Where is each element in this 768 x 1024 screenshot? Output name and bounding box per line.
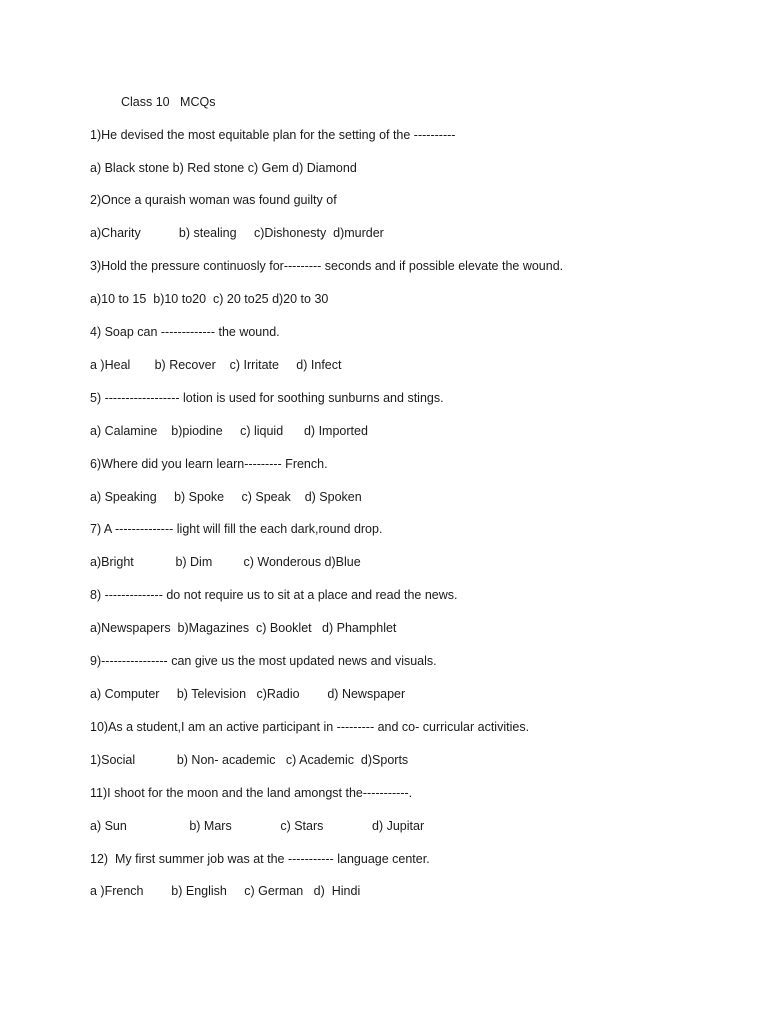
question-3: 3)Hold the pressure continuosly for--------- seconds and if possible elevate the wound. [90,259,564,273]
question-1: 1)He devised the most equitable plan for the setting of the ---------- [90,128,456,142]
options-5: a) Calamine b)piodine c) liquid d) Imported [90,424,368,438]
question-9: 9)---------------- can give us the most updated news and visuals. [90,654,437,668]
question-7: 7) A -------------- light will fill the each dark,round drop. [90,522,383,536]
options-9: a) Computer b) Television c)Radio d) Newspaper [90,687,406,701]
options-10: 1)Social b) Non- academic c) Academic d)Sports [90,753,409,767]
options-3: a)10 to 15 b)10 to20 c) 20 to25 d)20 to 30 [90,292,329,306]
options-12: a )French b) English c) German d) Hindi [90,884,361,898]
options-4: a )Heal b) Recover c) Irritate d) Infect [90,358,342,372]
question-4: 4) Soap can ------------- the wound. [90,325,280,339]
question-12: 12) My first summer job was at the ----------- language center. [90,852,430,866]
options-11: a) Sun b) Mars c) Stars d) Jupitar [90,819,425,833]
question-2: 2)Once a quraish woman was found guilty of [90,193,337,207]
question-5: 5) ------------------ lotion is used for soothing sunburns and stings. [90,391,444,405]
options-1: a) Black stone b) Red stone c) Gem d) Diamond [90,161,357,175]
question-11: 11)I shoot for the moon and the land amongst the-----------. [90,786,413,800]
options-7: a)Bright b) Dim c) Wonderous d)Blue [90,555,361,569]
question-10: 10)As a student,I am an active participant in --------- and co- curricular activities. [90,720,530,734]
options-8: a)Newspapers b)Magazines c) Booklet d) Phamphlet [90,621,397,635]
document-title: Class 10 MCQs [121,95,216,109]
question-6: 6)Where did you learn learn--------- French. [90,457,328,471]
options-6: a) Speaking b) Spoke c) Speak d) Spoken [90,490,362,504]
question-8: 8) -------------- do not require us to sit at a place and read the news. [90,588,458,602]
options-2: a)Charity b) stealing c)Dishonesty d)murder [90,226,384,240]
